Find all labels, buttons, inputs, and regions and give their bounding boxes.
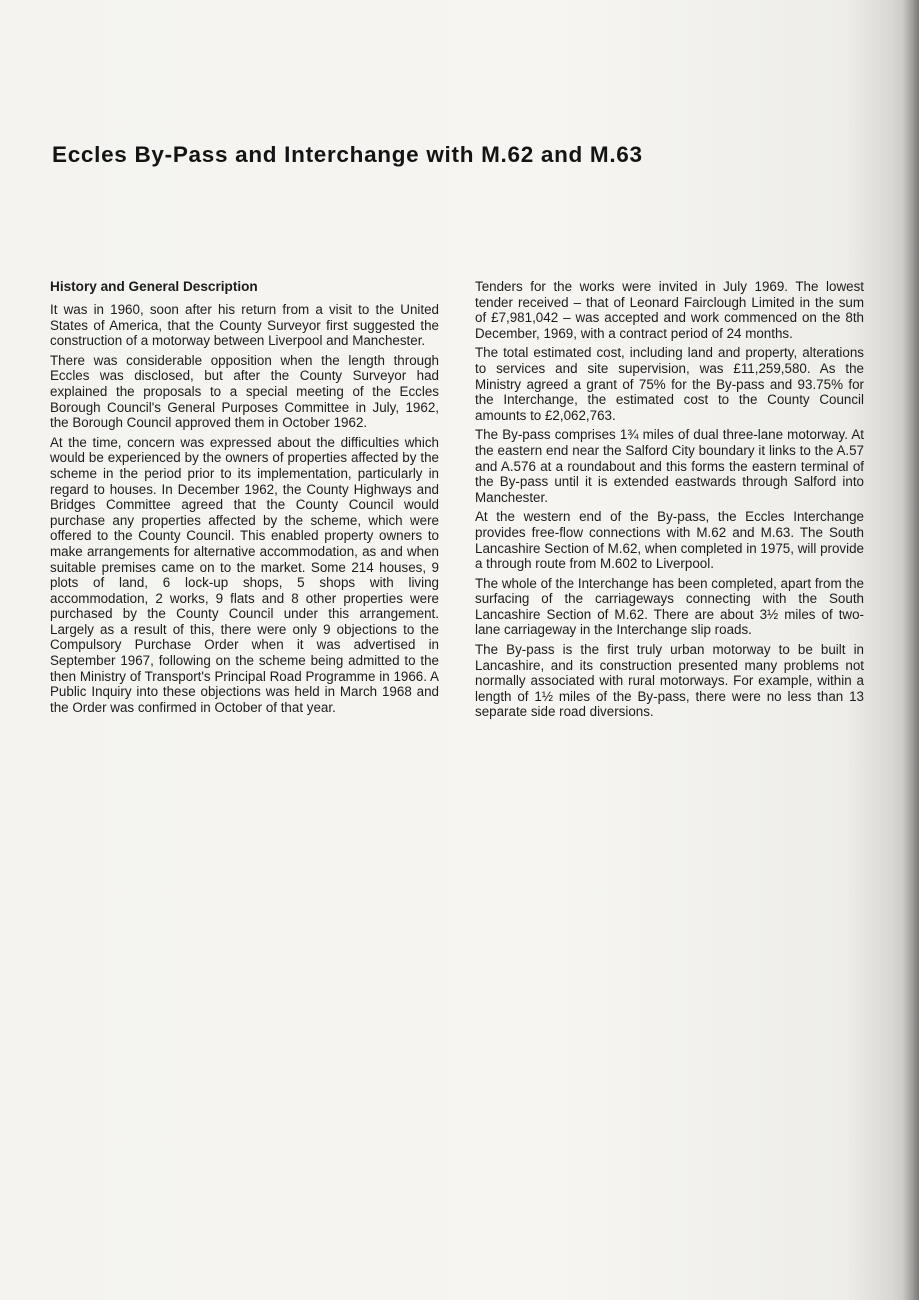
right-text-column	[475, 279, 864, 724]
paragraph: It was in 1960, soon after his return from a visit to the United States of America, that the County Surveyor first suggested the construction of a motorway between Liverpool and Manchester.	[50, 302, 439, 349]
paragraph: The whole of the Interchange has been completed, apart from the surfacing of the carriageways connecting with the South Lancashire Section of M.62. There are about 3½ miles of two-lane carriageway in the Interchange slip roads.	[475, 575, 864, 638]
section-heading: History and General Description	[50, 279, 258, 294]
paragraph: There was considerable opposition when the length through Eccles was disclosed, but after the County Surveyor had explained the proposals to a special meeting of the Eccles Borough Council's General Purposes Committee in July, 1962, the Borough Council approved them in October 1962.	[50, 352, 439, 431]
page-title: Eccles By-Pass and Interchange with M.62 and M.63	[52, 142, 643, 167]
left-text-column	[50, 279, 439, 719]
paragraph: The By-pass comprises 1¾ miles of dual three-lane motorway. At the eastern end near the Salford City boundary it links to the A.57 and A.576 at a roundabout and this forms the eastern terminal of the By-pass until it is extended eastwards through Salford into Manchester.	[475, 427, 864, 505]
paragraph: The By-pass is the first truly urban motorway to be built in Lancashire, and its construction presented many problems not normally associated with rural motorways. For example, within a length of 1½ miles of the By-pass, there were no less than 13 separate side road diversions.	[475, 642, 864, 720]
paragraph: At the western end of the By-pass, the Eccles Interchange provides free-flow connections with M.62 and M.63. The South Lancashire Section of M.62, when completed in 1975, will provide a through route from M.602 to Liverpool.	[475, 509, 864, 572]
paragraph: The total estimated cost, including land and property, alterations to services and site supervision, was £11,259,580. As the Ministry agreed a grant of 75% for the By-pass and 93.75% for the Interchange, the estimated cost to the County Council amounts to £2,062,763.	[475, 345, 864, 423]
paragraph: Tenders for the works were invited in July 1969. The lowest tender received – that of Leonard Fairclough Limited in the sum of £7,981,042 – was accepted and work commenced on the 8th December, 1969, with a contract period of 24 months.	[475, 279, 864, 341]
paragraph: At the time, concern was expressed about the difficulties which would be experienced by the owners of properties affected by the scheme in the period prior to its implementation, particularly in regard to houses. In December 1962, the County Highways and Bridges Committee agreed that the County Council would purchase any properties affected by the scheme, which were offered to the County Council. This enabled property owners to make arrangements for alternative accommodation, as and when suitable premises came on to the market. Some 214 houses, 9 plots of land, 6 lock-up shops, 5 shops with living accommodation, 2 works, 9 flats and 8 other properties were purchased by the County Council under this arrangement. Largely as a result of this, there were only 9 objections to the Compulsory Purchase Order when it was advertised in September 1967, following on the scheme being admitted to the then Ministry of Transport's Principal Road Programme in 1966. A Public Inquiry into these objections was held in March 1968 and the Order was confirmed in October of that year.	[50, 434, 439, 715]
page-binding-shadow	[903, 0, 919, 1300]
